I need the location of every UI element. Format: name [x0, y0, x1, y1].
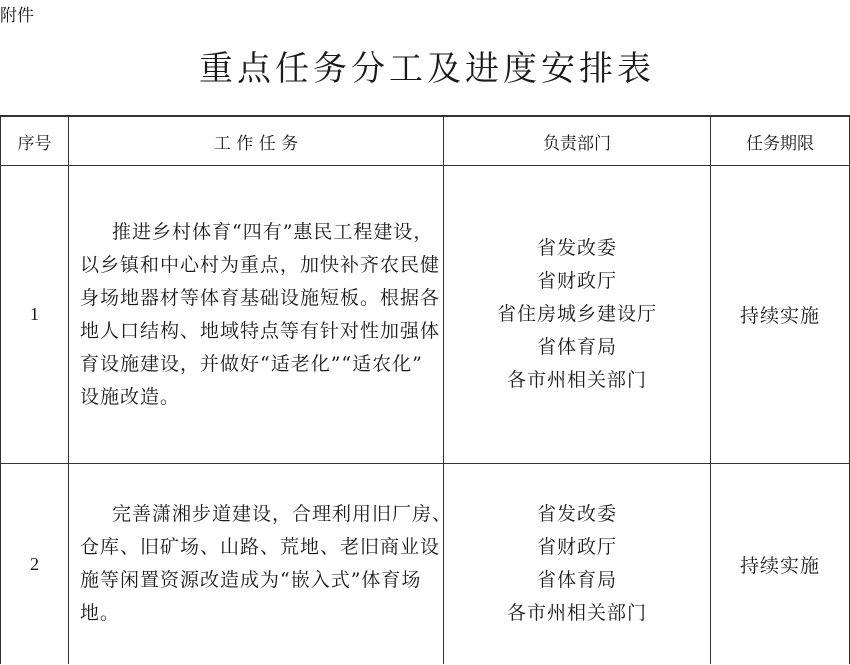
- deadline-text: 持续实施: [739, 554, 820, 577]
- deadline-text: 持续实施: [739, 305, 820, 327]
- department-cell: [444, 464, 711, 664]
- document-title: 重点任务分工及进度安排表: [199, 49, 655, 89]
- task-line: 完善潇湘步道建设，合理利用旧厂房、: [112, 503, 453, 525]
- department-name: 省体育局: [536, 336, 617, 358]
- department-name: 省发改委: [536, 237, 617, 259]
- department-name: 省财政厅: [536, 270, 617, 292]
- department-cell: [444, 166, 711, 464]
- header-department-label: 负责部门: [543, 133, 611, 154]
- deadline-cell: [711, 166, 850, 464]
- row-index-cell: [1, 166, 69, 464]
- task-line: 身场地器材等体育基础设施短板。根据各: [80, 286, 441, 309]
- department-name: 各市州相关部门: [506, 602, 647, 624]
- department-name: 省发改委: [536, 503, 617, 525]
- row-index: 1: [30, 304, 39, 324]
- department-name: 省财政厅: [536, 536, 617, 558]
- header-deadline-label: 任务期限: [746, 133, 814, 154]
- department-name: 省体育局: [536, 569, 617, 591]
- task-line: 施等闲置资源改造成为“嵌入式”体育场: [80, 569, 422, 591]
- department-name: 各市州相关部门: [506, 369, 647, 391]
- header-task-cell: [69, 117, 444, 166]
- header-index-cell: [1, 117, 69, 166]
- task-line: 地人口结构、地域特点等有针对性加强体: [80, 319, 441, 342]
- header-index-label: 序号: [17, 133, 52, 154]
- task-cell: [69, 464, 453, 664]
- header-task-label: 工 作 任 务: [213, 133, 299, 154]
- task-line: 设施改造。: [80, 385, 181, 408]
- row-index: 2: [30, 553, 39, 574]
- task-table: [0, 115, 850, 664]
- header-department-cell: [444, 117, 711, 166]
- task-line: 育设施建设，并做好“适老化”“适农化”: [80, 352, 423, 375]
- task-line: 地。: [80, 602, 121, 624]
- department-name: 省住房城乡建设厅: [496, 303, 657, 325]
- deadline-cell: [711, 464, 850, 664]
- attachment-label: 附件: [0, 6, 34, 26]
- task-line: 以乡镇和中心村为重点，加快补齐农民健: [80, 253, 441, 276]
- header-deadline-cell: [711, 117, 850, 166]
- task-line: 仓库、旧矿场、山路、荒地、老旧商业设: [80, 536, 441, 558]
- task-line: 推进乡村体育“四有”惠民工程建设，: [112, 220, 434, 243]
- row-index-cell: [1, 464, 69, 664]
- task-cell: [69, 166, 444, 464]
